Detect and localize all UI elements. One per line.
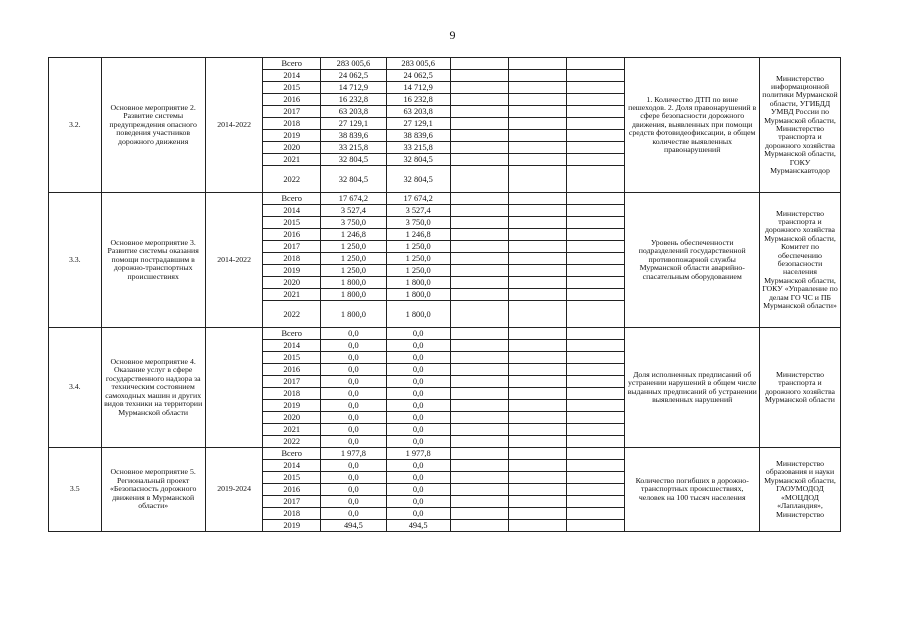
- empty-cell: [509, 82, 567, 94]
- event-name: Основное мероприятие 2. Развитие системы предупреждения опасного поведения участников дорожного движения: [101, 58, 205, 193]
- year-cell: 2022: [263, 301, 321, 328]
- year-cell: 2022: [263, 436, 321, 448]
- empty-cell: [566, 154, 625, 166]
- total-cell: 0,0: [321, 436, 387, 448]
- total-cell: 16 232,8: [321, 94, 387, 106]
- empty-cell: [566, 253, 625, 265]
- empty-cell: [509, 472, 567, 484]
- total-cell: 0,0: [321, 508, 387, 520]
- regional-cell: 3 527,4: [386, 205, 450, 217]
- empty-cell: [509, 229, 567, 241]
- empty-cell: [566, 436, 625, 448]
- empty-cell: [509, 412, 567, 424]
- period: 2014-2022: [205, 58, 263, 193]
- empty-cell: [450, 364, 509, 376]
- empty-cell: [450, 376, 509, 388]
- empty-cell: [509, 265, 567, 277]
- total-cell: 0,0: [321, 376, 387, 388]
- empty-cell: [566, 58, 625, 70]
- empty-cell: [566, 520, 625, 532]
- total-cell: 1 800,0: [321, 289, 387, 301]
- empty-cell: [566, 166, 625, 193]
- indicator: Уровень обеспеченности подразделений государственной противопожарной службы Мурманской области аварийно-спасательным оборудованием: [625, 193, 760, 328]
- empty-cell: [450, 352, 509, 364]
- empty-cell: [509, 277, 567, 289]
- empty-cell: [509, 520, 567, 532]
- event-name: Основное мероприятие 5. Региональный проект «Безопасность дорожного движения в Мурманской области»: [101, 448, 205, 532]
- empty-cell: [509, 352, 567, 364]
- empty-cell: [509, 58, 567, 70]
- empty-cell: [566, 400, 625, 412]
- executor: Министерство транспорта и дорожного хозяйства Мурманской области, Комитет по обеспечению безопасности населения Мурманской области, ГОКУ «Управление по делам ГО ЧС и ПБ Мурманской области»: [759, 193, 840, 328]
- year-cell: 2022: [263, 166, 321, 193]
- total-cell: 0,0: [321, 364, 387, 376]
- empty-cell: [566, 289, 625, 301]
- empty-cell: [509, 241, 567, 253]
- regional-cell: 1 977,8: [386, 448, 450, 460]
- regional-cell: 16 232,8: [386, 94, 450, 106]
- table-row: [49, 328, 841, 340]
- empty-cell: [566, 205, 625, 217]
- empty-cell: [509, 142, 567, 154]
- regional-cell: 1 800,0: [386, 289, 450, 301]
- empty-cell: [450, 58, 509, 70]
- empty-cell: [509, 118, 567, 130]
- empty-cell: [566, 118, 625, 130]
- total-cell: 1 977,8: [321, 448, 387, 460]
- empty-cell: [509, 106, 567, 118]
- total-cell: 0,0: [321, 460, 387, 472]
- empty-cell: [509, 496, 567, 508]
- total-cell: 1 250,0: [321, 241, 387, 253]
- total-cell: 33 215,8: [321, 142, 387, 154]
- year-cell: 2014: [263, 340, 321, 352]
- regional-cell: 0,0: [386, 364, 450, 376]
- empty-cell: [566, 340, 625, 352]
- year-cell: 2014: [263, 70, 321, 82]
- empty-cell: [450, 205, 509, 217]
- empty-cell: [450, 508, 509, 520]
- regional-cell: 33 215,8: [386, 142, 450, 154]
- empty-cell: [509, 436, 567, 448]
- empty-cell: [450, 520, 509, 532]
- empty-cell: [566, 142, 625, 154]
- regional-cell: 3 750,0: [386, 217, 450, 229]
- period: [205, 328, 263, 448]
- year-cell: Всего: [263, 448, 321, 460]
- year-cell: 2014: [263, 205, 321, 217]
- year-cell: 2021: [263, 424, 321, 436]
- empty-cell: [566, 388, 625, 400]
- regional-cell: 0,0: [386, 376, 450, 388]
- regional-cell: 14 712,9: [386, 82, 450, 94]
- empty-cell: [566, 70, 625, 82]
- empty-cell: [566, 277, 625, 289]
- empty-cell: [450, 154, 509, 166]
- year-cell: Всего: [263, 193, 321, 205]
- indicator: 1. Количество ДТП по вине пешеходов. 2. Доля правонарушений в сфере безопасности дорожного движения, выявленных при помощи средств фотовидеофиксации, в общем количестве выявленных правонарушений: [625, 58, 760, 193]
- empty-cell: [450, 484, 509, 496]
- regional-cell: 0,0: [386, 412, 450, 424]
- empty-cell: [450, 265, 509, 277]
- empty-cell: [450, 496, 509, 508]
- empty-cell: [450, 70, 509, 82]
- regional-cell: 0,0: [386, 400, 450, 412]
- regional-cell: 1 246,8: [386, 229, 450, 241]
- total-cell: 1 800,0: [321, 301, 387, 328]
- page-number: 9: [449, 28, 456, 42]
- empty-cell: [566, 484, 625, 496]
- event-name: Основное мероприятие 3. Развитие системы оказания помощи пострадавшим в дорожно-транспортных происшествиях: [101, 193, 205, 328]
- regional-cell: 0,0: [386, 352, 450, 364]
- year-cell: 2016: [263, 229, 321, 241]
- executor: Министерство информационной политики Мурманской области, УГИБДД УМВД России по Мурманской области, Министерство транспорта и дорожного хозяйства Мурманской области, ГОКУ Мурманскавтодор: [759, 58, 840, 193]
- regional-cell: 0,0: [386, 340, 450, 352]
- year-cell: 2015: [263, 352, 321, 364]
- regional-cell: 0,0: [386, 436, 450, 448]
- empty-cell: [509, 460, 567, 472]
- empty-cell: [450, 301, 509, 328]
- regional-cell: 494,5: [386, 520, 450, 532]
- year-cell: 2018: [263, 388, 321, 400]
- year-cell: 2020: [263, 277, 321, 289]
- empty-cell: [566, 412, 625, 424]
- empty-cell: [450, 253, 509, 265]
- empty-cell: [566, 94, 625, 106]
- total-cell: 0,0: [321, 484, 387, 496]
- empty-cell: [450, 277, 509, 289]
- empty-cell: [566, 229, 625, 241]
- regional-cell: 17 674,2: [386, 193, 450, 205]
- total-cell: 0,0: [321, 424, 387, 436]
- empty-cell: [566, 106, 625, 118]
- year-cell: 2018: [263, 118, 321, 130]
- event-name: Основное мероприятие 4. Оказание услуг в сфере государственного надзора за техническим состоянием самоходных машин и других видов техники на территории Мурманской области: [101, 328, 205, 448]
- empty-cell: [450, 130, 509, 142]
- empty-cell: [509, 154, 567, 166]
- year-cell: 2015: [263, 82, 321, 94]
- empty-cell: [566, 352, 625, 364]
- year-cell: 2019: [263, 400, 321, 412]
- regional-cell: 0,0: [386, 508, 450, 520]
- empty-cell: [566, 130, 625, 142]
- year-cell: 2015: [263, 472, 321, 484]
- empty-cell: [450, 436, 509, 448]
- empty-cell: [450, 166, 509, 193]
- regional-cell: 38 839,6: [386, 130, 450, 142]
- empty-cell: [450, 448, 509, 460]
- table-row: [49, 193, 841, 205]
- empty-cell: [566, 328, 625, 340]
- empty-cell: [566, 217, 625, 229]
- section-number: 3.4.: [49, 328, 102, 448]
- empty-cell: [450, 118, 509, 130]
- empty-cell: [566, 460, 625, 472]
- empty-cell: [450, 217, 509, 229]
- year-cell: 2021: [263, 289, 321, 301]
- total-cell: 1 250,0: [321, 265, 387, 277]
- section-number: 3.5: [49, 448, 102, 532]
- empty-cell: [450, 193, 509, 205]
- year-cell: 2018: [263, 253, 321, 265]
- total-cell: 24 062,5: [321, 70, 387, 82]
- regional-cell: 0,0: [386, 472, 450, 484]
- total-cell: 3 527,4: [321, 205, 387, 217]
- empty-cell: [509, 217, 567, 229]
- year-cell: 2017: [263, 376, 321, 388]
- total-cell: 283 005,6: [321, 58, 387, 70]
- empty-cell: [566, 364, 625, 376]
- year-cell: 2016: [263, 94, 321, 106]
- period: 2019-2024: [205, 448, 263, 532]
- indicator: Количество погибших в дорожно-транспортных происшествиях, человек на 100 тысяч населения: [625, 448, 760, 532]
- total-cell: 14 712,9: [321, 82, 387, 94]
- table-row: [49, 448, 841, 460]
- empty-cell: [509, 205, 567, 217]
- total-cell: 0,0: [321, 472, 387, 484]
- regional-cell: 24 062,5: [386, 70, 450, 82]
- regional-cell: 63 203,8: [386, 106, 450, 118]
- empty-cell: [450, 340, 509, 352]
- empty-cell: [509, 94, 567, 106]
- empty-cell: [450, 106, 509, 118]
- year-cell: 2019: [263, 520, 321, 532]
- empty-cell: [566, 82, 625, 94]
- total-cell: 0,0: [321, 412, 387, 424]
- empty-cell: [566, 496, 625, 508]
- empty-cell: [509, 364, 567, 376]
- executor: Министерство транспорта и дорожного хозяйства Мурманской области: [759, 328, 840, 448]
- empty-cell: [566, 265, 625, 277]
- empty-cell: [509, 448, 567, 460]
- empty-cell: [450, 424, 509, 436]
- total-cell: 0,0: [321, 496, 387, 508]
- total-cell: 32 804,5: [321, 166, 387, 193]
- empty-cell: [450, 472, 509, 484]
- empty-cell: [509, 424, 567, 436]
- empty-cell: [450, 328, 509, 340]
- regional-cell: 0,0: [386, 460, 450, 472]
- empty-cell: [450, 94, 509, 106]
- empty-cell: [509, 376, 567, 388]
- year-cell: 2019: [263, 130, 321, 142]
- indicator: Доля исполненных предписаний об устранении нарушений в общем числе выданных предписаний об устранении выявленных нарушений: [625, 328, 760, 448]
- empty-cell: [566, 301, 625, 328]
- regional-cell: 0,0: [386, 496, 450, 508]
- empty-cell: [509, 301, 567, 328]
- empty-cell: [509, 253, 567, 265]
- regional-cell: 0,0: [386, 388, 450, 400]
- empty-cell: [450, 142, 509, 154]
- empty-cell: [450, 82, 509, 94]
- empty-cell: [450, 400, 509, 412]
- total-cell: 63 203,8: [321, 106, 387, 118]
- regional-cell: 32 804,5: [386, 166, 450, 193]
- empty-cell: [509, 70, 567, 82]
- year-cell: Всего: [263, 328, 321, 340]
- empty-cell: [509, 328, 567, 340]
- year-cell: 2015: [263, 217, 321, 229]
- year-cell: 2014: [263, 460, 321, 472]
- empty-cell: [509, 484, 567, 496]
- year-cell: 2019: [263, 265, 321, 277]
- total-cell: 0,0: [321, 388, 387, 400]
- empty-cell: [566, 193, 625, 205]
- empty-cell: [450, 289, 509, 301]
- year-cell: 2018: [263, 508, 321, 520]
- regional-cell: 0,0: [386, 484, 450, 496]
- empty-cell: [509, 166, 567, 193]
- year-cell: 2020: [263, 142, 321, 154]
- table-row: [49, 58, 841, 70]
- total-cell: 1 246,8: [321, 229, 387, 241]
- total-cell: 1 800,0: [321, 277, 387, 289]
- total-cell: 1 250,0: [321, 253, 387, 265]
- empty-cell: [566, 376, 625, 388]
- total-cell: 32 804,5: [321, 154, 387, 166]
- budget-table: [48, 57, 841, 532]
- regional-cell: 1 250,0: [386, 253, 450, 265]
- empty-cell: [509, 130, 567, 142]
- empty-cell: [566, 424, 625, 436]
- regional-cell: 0,0: [386, 424, 450, 436]
- regional-cell: 1 250,0: [386, 265, 450, 277]
- year-cell: 2017: [263, 496, 321, 508]
- section-number: 3.3.: [49, 193, 102, 328]
- empty-cell: [566, 448, 625, 460]
- empty-cell: [509, 400, 567, 412]
- year-cell: 2020: [263, 412, 321, 424]
- total-cell: 494,5: [321, 520, 387, 532]
- empty-cell: [566, 241, 625, 253]
- period: 2014-2022: [205, 193, 263, 328]
- year-cell: 2021: [263, 154, 321, 166]
- empty-cell: [450, 241, 509, 253]
- total-cell: 0,0: [321, 400, 387, 412]
- empty-cell: [509, 340, 567, 352]
- regional-cell: 32 804,5: [386, 154, 450, 166]
- empty-cell: [566, 508, 625, 520]
- regional-cell: 283 005,6: [386, 58, 450, 70]
- total-cell: 38 839,6: [321, 130, 387, 142]
- regional-cell: 1 800,0: [386, 277, 450, 289]
- empty-cell: [509, 289, 567, 301]
- empty-cell: [509, 508, 567, 520]
- total-cell: 17 674,2: [321, 193, 387, 205]
- total-cell: 3 750,0: [321, 217, 387, 229]
- empty-cell: [566, 472, 625, 484]
- total-cell: 0,0: [321, 352, 387, 364]
- regional-cell: 27 129,1: [386, 118, 450, 130]
- empty-cell: [450, 229, 509, 241]
- regional-cell: 1 800,0: [386, 301, 450, 328]
- empty-cell: [509, 193, 567, 205]
- total-cell: 27 129,1: [321, 118, 387, 130]
- empty-cell: [450, 388, 509, 400]
- empty-cell: [450, 412, 509, 424]
- year-cell: Всего: [263, 58, 321, 70]
- section-number: 3.2.: [49, 58, 102, 193]
- empty-cell: [450, 460, 509, 472]
- year-cell: 2017: [263, 106, 321, 118]
- year-cell: 2016: [263, 364, 321, 376]
- total-cell: 0,0: [321, 328, 387, 340]
- empty-cell: [509, 388, 567, 400]
- regional-cell: 0,0: [386, 328, 450, 340]
- regional-cell: 1 250,0: [386, 241, 450, 253]
- total-cell: 0,0: [321, 340, 387, 352]
- year-cell: 2016: [263, 484, 321, 496]
- executor: Министерство образования и науки Мурманской области, ГАОУМОДОД «МОЦДОД «Лапландия», Министерство: [759, 448, 840, 532]
- year-cell: 2017: [263, 241, 321, 253]
